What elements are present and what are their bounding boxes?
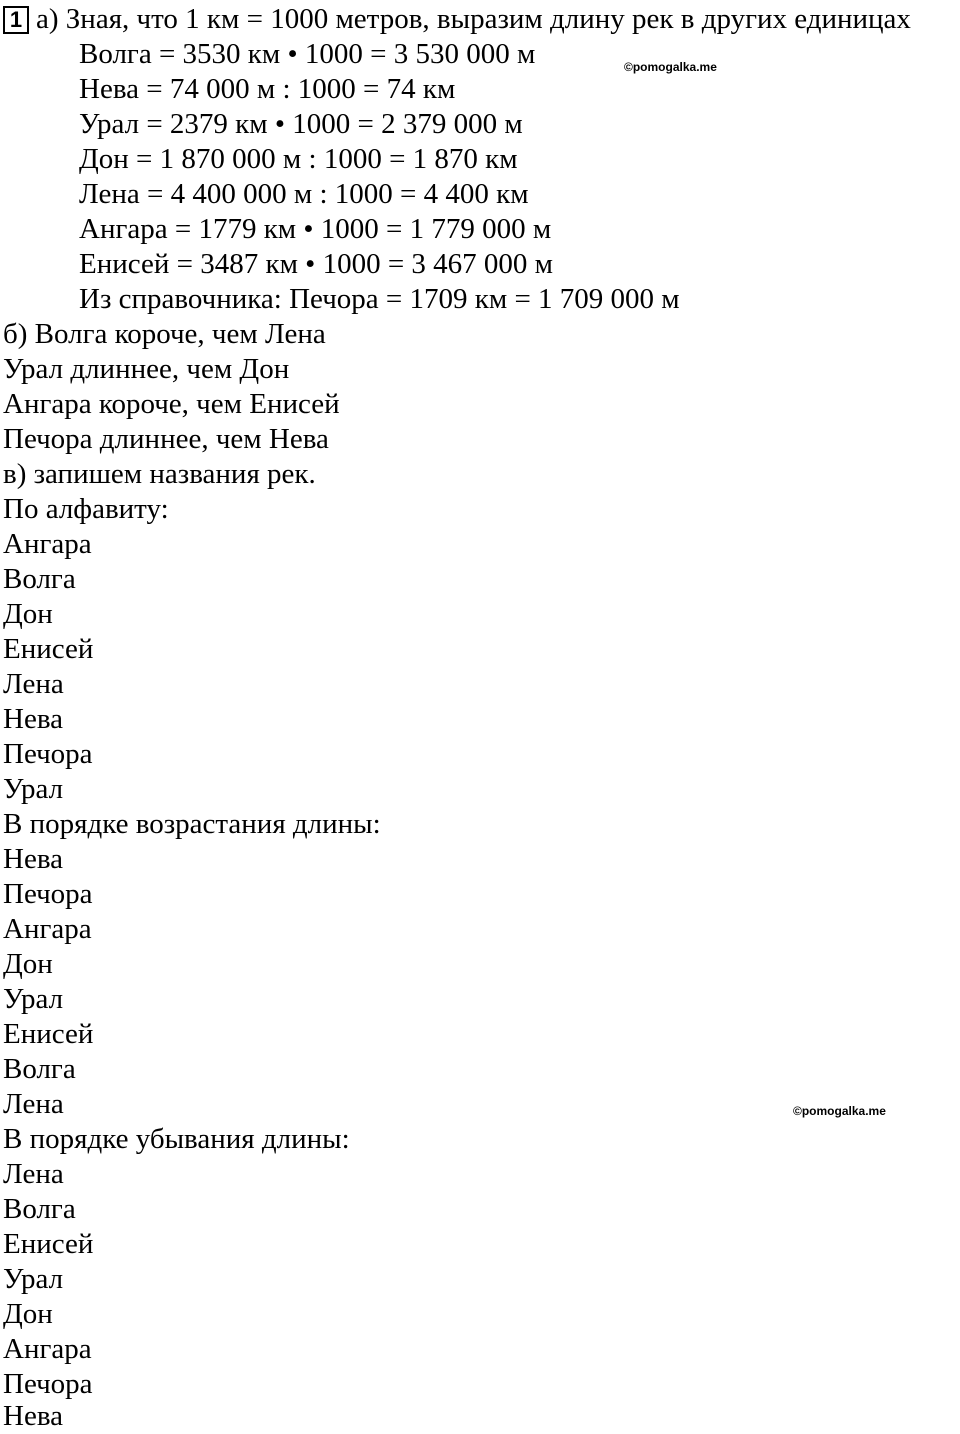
river-list-item: Волга [3, 1053, 76, 1085]
conversion-pechora: Из справочника: Печора = 1709 км = 1 709 000 м [79, 283, 680, 315]
river-list-item: Ангара [3, 1333, 92, 1365]
river-list-item: Нева [3, 703, 63, 735]
comparison-line: Печора длиннее, чем Нева [3, 423, 329, 455]
conversion-ural: Урал = 2379 км • 1000 = 2 379 000 м [79, 108, 523, 140]
river-list-item: Волга [3, 563, 76, 595]
conversion-volga: Волга = 3530 км • 1000 = 3 530 000 м [79, 38, 536, 70]
river-list-item: Урал [3, 773, 64, 805]
river-list-item: Лена [3, 668, 64, 700]
river-list-item: Печора [3, 1368, 93, 1400]
river-list-item: Урал [3, 983, 64, 1015]
river-list-item: Ангара [3, 528, 92, 560]
conversion-lena: Лена = 4 400 000 м : 1000 = 4 400 км [79, 178, 529, 210]
comparison-line: Ангара короче, чем Енисей [3, 388, 340, 420]
comparison-line: Урал длиннее, чем Дон [3, 353, 290, 385]
river-list-item: Печора [3, 878, 93, 910]
task-number-badge: 1 [3, 6, 29, 34]
river-list-item: Нева [3, 843, 63, 875]
river-list-item: Дон [3, 598, 53, 630]
river-list-item: Урал [3, 1263, 64, 1295]
river-list-item: Ангара [3, 913, 92, 945]
river-list-item: Енисей [3, 633, 94, 665]
conversion-don: Дон = 1 870 000 м : 1000 = 1 870 км [79, 143, 518, 175]
descending-heading: В порядке убывания длины: [3, 1123, 350, 1155]
river-list-item: Дон [3, 1298, 53, 1330]
river-list-item: Нева [3, 1400, 63, 1432]
comparison-line: б) Волга короче, чем Лена [3, 318, 326, 350]
river-list-item: Печора [3, 738, 93, 770]
conversion-enisey: Енисей = 3487 км • 1000 = 3 467 000 м [79, 248, 554, 280]
river-list-item: Волга [3, 1193, 76, 1225]
part-v-intro: в) запишем названия рек. [3, 458, 316, 490]
alphabetical-heading: По алфавиту: [3, 493, 169, 525]
conversion-angara: Ангара = 1779 км • 1000 = 1 779 000 м [79, 213, 552, 245]
task-header [3, 2, 911, 37]
task-intro: а) Зная, что 1 км = 1000 метров, выразим длину рек в других единицах [36, 3, 911, 35]
river-list-item: Енисей [3, 1228, 94, 1260]
river-list-item: Лена [3, 1158, 64, 1190]
watermark-bottom: ©pomogalka.me [793, 1104, 886, 1118]
river-list-item: Дон [3, 948, 53, 980]
river-list-item: Енисей [3, 1018, 94, 1050]
ascending-heading: В порядке возрастания длины: [3, 808, 381, 840]
conversion-neva: Нева = 74 000 м : 1000 = 74 км [79, 73, 456, 105]
river-list-item: Лена [3, 1088, 64, 1120]
watermark-top: ©pomogalka.me [624, 60, 717, 74]
